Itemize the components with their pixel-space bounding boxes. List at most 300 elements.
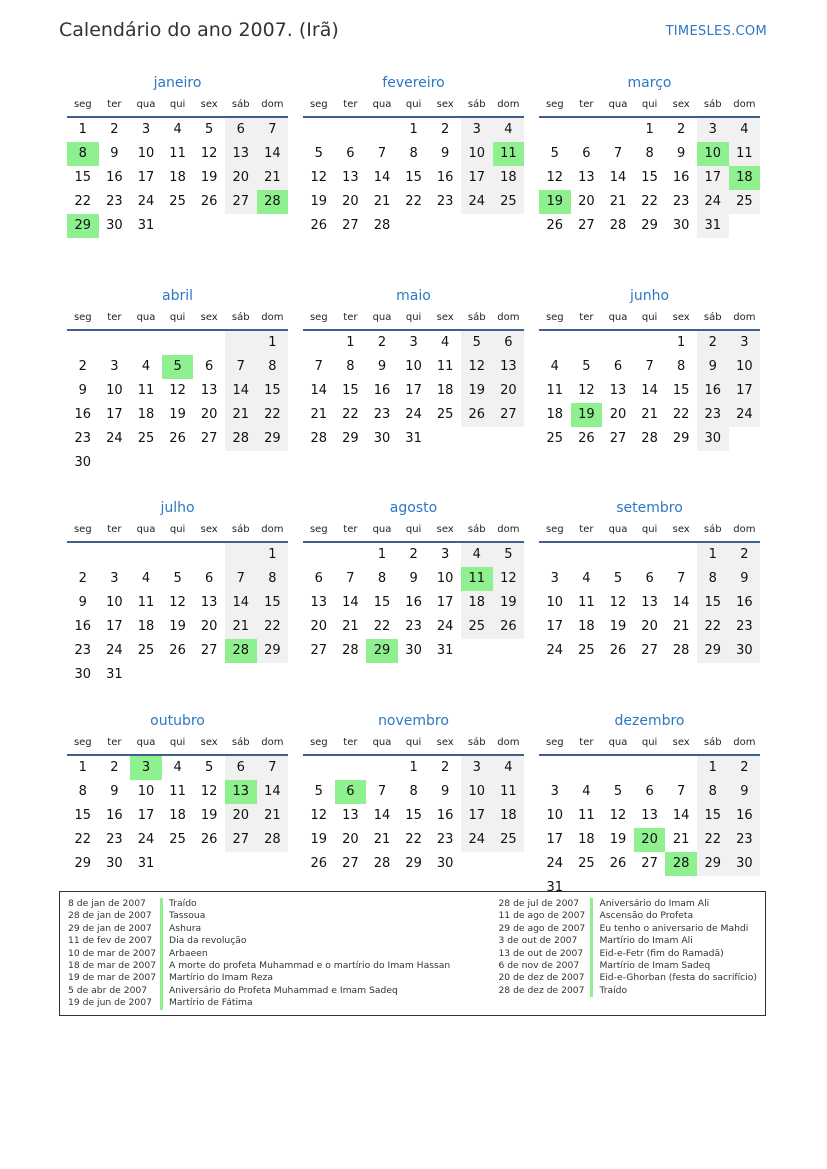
day-cell: 15 (74, 807, 92, 823)
weekday-label: seg (545, 736, 564, 748)
legend-holiday-name: Eu tenho o aniversario de Mahdi (599, 922, 749, 934)
legend-date: 18 de mar de 2007 (68, 960, 163, 972)
day-cell: 2 (78, 358, 87, 374)
weekday-label: qua (372, 311, 392, 323)
day-cell: 3 (729, 331, 761, 355)
weekday-label: sáb (231, 311, 250, 323)
weekday-label: ter (343, 311, 358, 323)
day-cell: 22 (405, 831, 422, 847)
empty-cell (225, 331, 257, 355)
day-cell: 8 (645, 146, 654, 161)
month-name: março (627, 75, 672, 91)
day-cell: 9 (377, 358, 387, 374)
day-cell: 16 (74, 406, 92, 422)
day-cell: 12 (546, 170, 564, 185)
day-cell: 25 (169, 194, 186, 209)
day-cell: 4 (550, 358, 559, 374)
legend-item (498, 985, 757, 997)
day-cell: 25 (169, 831, 186, 847)
weekday-label: ter (343, 736, 358, 748)
weekday-header (539, 732, 760, 756)
weekday-label: qui (641, 311, 658, 323)
weekday-label: dom (261, 524, 284, 535)
day-cell: 28 (609, 218, 627, 233)
weekday-label: sex (436, 736, 454, 748)
legend-date: 11 de fev de 2007 (68, 935, 163, 947)
month-setembro (539, 497, 760, 710)
day-cell: 19 (609, 831, 627, 847)
empty-cell (634, 543, 666, 567)
day-cell: 7 (257, 118, 289, 142)
day-cell: 18 (137, 406, 155, 422)
empty-cell (99, 543, 131, 567)
day-cell: 20 (310, 619, 328, 634)
legend-date: 28 de jan de 2007 (68, 910, 163, 922)
day-cell: 4 (729, 118, 761, 142)
day-cell: 30 (373, 430, 391, 446)
day-cell: 22 (697, 828, 729, 852)
empty-cell (571, 756, 603, 780)
empty-cell (366, 118, 398, 142)
legend-date: 29 de ago de 2007 (498, 923, 593, 935)
day-cell: 23 (106, 194, 123, 209)
holiday-day-cell: 18 (729, 166, 761, 190)
weekday-header (539, 94, 760, 118)
day-cell: 25 (493, 190, 525, 214)
day-cell: 24 (546, 855, 564, 871)
day-cell: 9 (110, 146, 119, 161)
day-cell: 24 (546, 643, 564, 658)
weekday-label: qua (608, 99, 628, 110)
month-name: julho (160, 500, 195, 516)
day-cell: 20 (200, 619, 218, 634)
day-cell: 29 (697, 852, 729, 876)
legend-item (498, 935, 757, 947)
weekday-label: sáb (467, 524, 486, 535)
legend-holiday-name: Eid-e-Fetr (fim do Ramadã) (599, 947, 724, 959)
day-cell: 28 (641, 430, 658, 446)
empty-cell (539, 756, 571, 780)
day-cell: 8 (377, 571, 387, 586)
holiday-day-cell: 11 (461, 567, 493, 591)
month-name: janeiro (153, 75, 202, 91)
weekday-label: sex (672, 311, 690, 323)
day-cell: 8 (697, 567, 729, 591)
day-cell: 9 (729, 567, 761, 591)
day-cell: 30 (106, 218, 123, 233)
day-grid (303, 543, 524, 663)
empty-cell (303, 118, 335, 142)
day-cell: 20 (225, 166, 257, 190)
day-cell: 8 (697, 780, 729, 804)
day-cell: 15 (257, 591, 289, 615)
empty-cell (571, 118, 603, 142)
day-cell: 14 (609, 170, 627, 185)
empty-cell (335, 543, 367, 567)
day-cell: 4 (493, 756, 525, 780)
day-cell: 23 (672, 194, 690, 209)
day-cell: 19 (169, 619, 186, 634)
weekday-label: seg (545, 99, 564, 110)
empty-cell (162, 331, 194, 355)
day-cell: 6 (205, 358, 214, 374)
day-grid (539, 331, 760, 451)
day-cell: 2 (441, 759, 450, 775)
weekday-label: ter (579, 736, 594, 748)
weekday-label: qui (169, 311, 186, 323)
day-cell: 16 (405, 595, 422, 610)
day-cell: 6 (613, 358, 623, 374)
day-cell: 24 (729, 403, 761, 427)
weekday-label: seg (309, 99, 328, 110)
day-cell: 5 (461, 331, 493, 355)
holiday-day-cell: 3 (130, 756, 162, 780)
legend-date: 3 de out de 2007 (498, 935, 593, 947)
day-cell: 15 (74, 170, 92, 185)
day-cell: 31 (137, 218, 155, 233)
day-cell: 16 (74, 619, 92, 634)
legend-item (498, 898, 757, 910)
day-cell: 18 (546, 406, 564, 422)
day-cell: 27 (641, 855, 658, 871)
legend-item (68, 898, 498, 910)
day-cell: 2 (110, 122, 119, 137)
weekday-label: dom (733, 524, 756, 535)
day-cell: 17 (697, 166, 729, 190)
legend-item (498, 910, 757, 922)
month-name: novembro (378, 712, 449, 729)
day-cell: 25 (493, 828, 525, 852)
weekday-label: sáb (703, 311, 722, 323)
weekday-label: sáb (231, 524, 250, 535)
weekday-label: ter (343, 524, 358, 535)
day-cell: 27 (609, 430, 627, 446)
day-cell: 6 (645, 571, 654, 586)
day-cell: 18 (578, 619, 595, 634)
day-cell: 21 (257, 166, 289, 190)
holiday-day-cell: 19 (571, 403, 603, 427)
weekday-label: dom (733, 99, 756, 110)
day-cell: 6 (225, 756, 257, 780)
legend-date: 10 de mar de 2007 (68, 948, 163, 960)
day-cell: 2 (441, 122, 450, 137)
day-cell: 12 (310, 170, 328, 185)
day-cell: 5 (613, 783, 623, 799)
empty-cell (335, 756, 367, 780)
weekday-header (67, 519, 288, 543)
day-cell: 11 (493, 780, 525, 804)
day-cell: 12 (609, 595, 627, 610)
page-title: Calendário do ano 2007. (Irã) (59, 19, 339, 41)
day-cell: 10 (137, 783, 155, 799)
day-cell: 10 (546, 595, 564, 610)
weekday-label: sex (672, 736, 690, 748)
weekday-label: ter (107, 524, 122, 535)
day-cell: 28 (373, 218, 391, 233)
day-cell: 24 (697, 190, 729, 214)
day-cell: 1 (78, 122, 87, 137)
day-cell: 12 (461, 355, 493, 379)
day-cell: 17 (461, 804, 493, 828)
month-name: maio (396, 287, 431, 304)
day-cell: 14 (342, 595, 359, 610)
weekday-label: dom (497, 736, 520, 748)
empty-cell (539, 118, 571, 142)
day-cell: 27 (225, 828, 257, 852)
day-cell: 17 (137, 807, 155, 823)
day-cell: 16 (106, 807, 123, 823)
legend-date: 19 de mar de 2007 (68, 972, 163, 984)
day-cell: 25 (436, 406, 454, 422)
day-cell: 4 (493, 118, 525, 142)
day-cell: 20 (578, 194, 595, 209)
weekday-label: seg (73, 311, 92, 323)
day-cell: 17 (461, 166, 493, 190)
day-cell: 30 (74, 667, 92, 682)
day-cell: 5 (314, 146, 323, 161)
day-cell: 27 (342, 855, 359, 871)
day-cell: 21 (257, 804, 289, 828)
day-cell: 27 (200, 430, 218, 446)
day-cell: 19 (169, 406, 186, 422)
empty-cell (571, 543, 603, 567)
day-cell: 13 (641, 595, 658, 610)
day-cell: 3 (461, 118, 493, 142)
day-cell: 3 (110, 571, 119, 586)
day-cell: 16 (697, 379, 729, 403)
legend-holiday-name: A morte do profeta Muhammad e o martírio do Imam Hassan (169, 959, 451, 971)
day-cell: 13 (342, 807, 359, 823)
legend-item (68, 985, 498, 997)
weekday-label: seg (545, 311, 564, 323)
day-cell: 9 (110, 783, 119, 799)
weekday-label: dom (733, 311, 756, 323)
legend-holiday-name: Martírio do Imam Reza (169, 972, 273, 984)
day-cell: 26 (493, 615, 525, 639)
day-cell: 18 (436, 382, 454, 398)
day-cell: 23 (697, 403, 729, 427)
day-cell: 1 (257, 543, 289, 567)
day-cell: 22 (342, 406, 359, 422)
day-grid (67, 756, 288, 876)
day-cell: 28 (672, 643, 690, 658)
month-março (539, 72, 760, 285)
day-cell: 19 (310, 194, 328, 209)
legend-date: 28 de jul de 2007 (498, 898, 593, 910)
weekday-label: sex (436, 311, 454, 323)
day-cell: 10 (729, 355, 761, 379)
legend-holiday-name: Ashura (169, 922, 202, 934)
empty-cell (602, 756, 634, 780)
day-cell: 9 (78, 595, 87, 610)
day-cell: 16 (436, 807, 454, 823)
day-cell: 28 (310, 430, 328, 446)
day-cell: 14 (225, 379, 257, 403)
weekday-label: qua (136, 736, 156, 748)
month-janeiro (67, 72, 288, 285)
weekday-label: ter (579, 311, 594, 323)
weekday-label: qui (169, 99, 186, 110)
weekday-label: sáb (467, 99, 486, 110)
day-cell: 14 (257, 780, 289, 804)
day-cell: 16 (672, 170, 690, 185)
day-cell: 4 (461, 543, 493, 567)
day-cell: 20 (200, 406, 218, 422)
day-cell: 14 (257, 142, 289, 166)
month-fevereiro (303, 72, 524, 285)
day-cell: 26 (169, 643, 186, 658)
day-cell: 14 (373, 807, 391, 823)
day-cell: 6 (225, 118, 257, 142)
weekday-label: sáb (703, 524, 722, 535)
day-cell: 5 (205, 759, 214, 775)
day-cell: 18 (578, 831, 595, 847)
day-cell: 13 (200, 382, 218, 398)
day-cell: 15 (697, 591, 729, 615)
day-cell: 24 (461, 828, 493, 852)
day-cell: 4 (441, 334, 450, 350)
day-cell: 5 (613, 571, 623, 586)
day-cell: 17 (729, 379, 761, 403)
day-cell: 27 (310, 643, 328, 658)
day-cell: 8 (346, 358, 355, 374)
weekday-label: qui (169, 736, 186, 748)
weekday-label: dom (497, 524, 520, 535)
day-cell: 23 (106, 831, 123, 847)
day-cell: 21 (672, 831, 690, 847)
day-cell: 12 (609, 807, 627, 823)
day-cell: 9 (697, 355, 729, 379)
empty-cell (130, 331, 162, 355)
day-cell: 17 (405, 382, 422, 398)
empty-cell (162, 543, 194, 567)
day-grid (539, 543, 760, 663)
day-cell: 19 (200, 807, 218, 823)
day-cell: 15 (641, 170, 658, 185)
day-cell: 26 (461, 403, 493, 427)
empty-cell (225, 543, 257, 567)
weekday-label: sex (436, 524, 454, 535)
day-cell: 16 (106, 170, 123, 185)
weekday-label: ter (579, 99, 594, 110)
empty-cell (67, 331, 99, 355)
day-cell: 19 (310, 831, 328, 847)
day-cell: 29 (342, 430, 359, 446)
day-cell: 5 (173, 571, 182, 586)
day-cell: 1 (346, 334, 355, 350)
holiday-day-cell: 5 (162, 355, 194, 379)
day-cell: 2 (409, 547, 418, 562)
day-cell: 14 (225, 591, 257, 615)
day-cell: 15 (697, 804, 729, 828)
day-cell: 25 (461, 615, 493, 639)
weekday-label: dom (261, 99, 284, 110)
day-cell: 29 (257, 639, 289, 663)
weekday-label: seg (73, 524, 92, 535)
day-cell: 21 (225, 615, 257, 639)
day-cell: 22 (405, 194, 422, 209)
empty-cell (602, 118, 634, 142)
day-cell: 7 (314, 358, 323, 374)
day-cell: 8 (78, 783, 87, 799)
legend-item (498, 923, 757, 935)
day-cell: 25 (578, 643, 595, 658)
month-agosto (303, 497, 524, 710)
day-cell: 30 (729, 852, 761, 876)
day-cell: 26 (609, 643, 627, 658)
day-cell: 13 (200, 595, 218, 610)
month-name: agosto (389, 500, 438, 516)
holiday-day-cell: 28 (225, 639, 257, 663)
day-cell: 10 (137, 146, 155, 161)
weekday-header (67, 307, 288, 331)
weekday-label: seg (309, 311, 328, 323)
month-julho (67, 497, 288, 710)
legend-item (68, 972, 498, 984)
empty-cell (366, 756, 398, 780)
day-cell: 10 (106, 595, 123, 610)
weekday-label: qua (372, 736, 392, 748)
day-cell: 17 (436, 595, 454, 610)
day-cell: 2 (677, 122, 686, 137)
day-cell: 7 (645, 358, 654, 374)
months-grid (67, 72, 760, 922)
brand-link[interactable]: TIMESLES.COM (665, 24, 767, 39)
legend-date: 11 de ago de 2007 (498, 910, 593, 922)
month-name: fevereiro (382, 75, 445, 91)
day-grid (67, 118, 288, 238)
day-cell: 9 (729, 780, 761, 804)
day-cell: 4 (173, 122, 182, 137)
day-cell: 3 (141, 122, 151, 137)
empty-cell (99, 331, 131, 355)
day-cell: 30 (106, 855, 123, 871)
day-cell: 29 (672, 430, 690, 446)
day-cell: 31 (137, 855, 155, 871)
day-cell: 23 (373, 406, 391, 422)
weekday-label: seg (545, 524, 564, 535)
weekday-header (303, 307, 524, 331)
legend-holiday-name: Ascensão do Profeta (599, 910, 694, 922)
holiday-day-cell: 28 (257, 190, 289, 214)
day-cell: 7 (225, 355, 257, 379)
day-cell: 23 (74, 430, 92, 446)
legend-holiday-name: Martírio de Imam Sadeq (599, 959, 711, 971)
empty-cell (335, 118, 367, 142)
day-cell: 10 (106, 382, 123, 398)
day-grid (539, 756, 760, 900)
day-cell: 27 (641, 643, 658, 658)
day-cell: 23 (729, 828, 761, 852)
day-cell: 1 (409, 122, 418, 137)
day-cell: 20 (225, 804, 257, 828)
day-cell: 11 (578, 807, 595, 823)
empty-cell (634, 756, 666, 780)
day-cell: 26 (200, 194, 218, 209)
legend-date: 20 de dez de 2007 (498, 972, 593, 984)
day-cell: 3 (550, 783, 559, 799)
day-cell: 27 (493, 403, 525, 427)
day-cell: 3 (441, 547, 450, 562)
legend-column-left (68, 898, 498, 1009)
holiday-day-cell: 10 (697, 142, 729, 166)
day-cell: 22 (697, 615, 729, 639)
weekday-label: sáb (703, 736, 722, 748)
weekday-label: seg (73, 736, 92, 748)
day-grid (67, 543, 288, 687)
month-name: setembro (616, 500, 683, 516)
day-cell: 5 (493, 543, 525, 567)
